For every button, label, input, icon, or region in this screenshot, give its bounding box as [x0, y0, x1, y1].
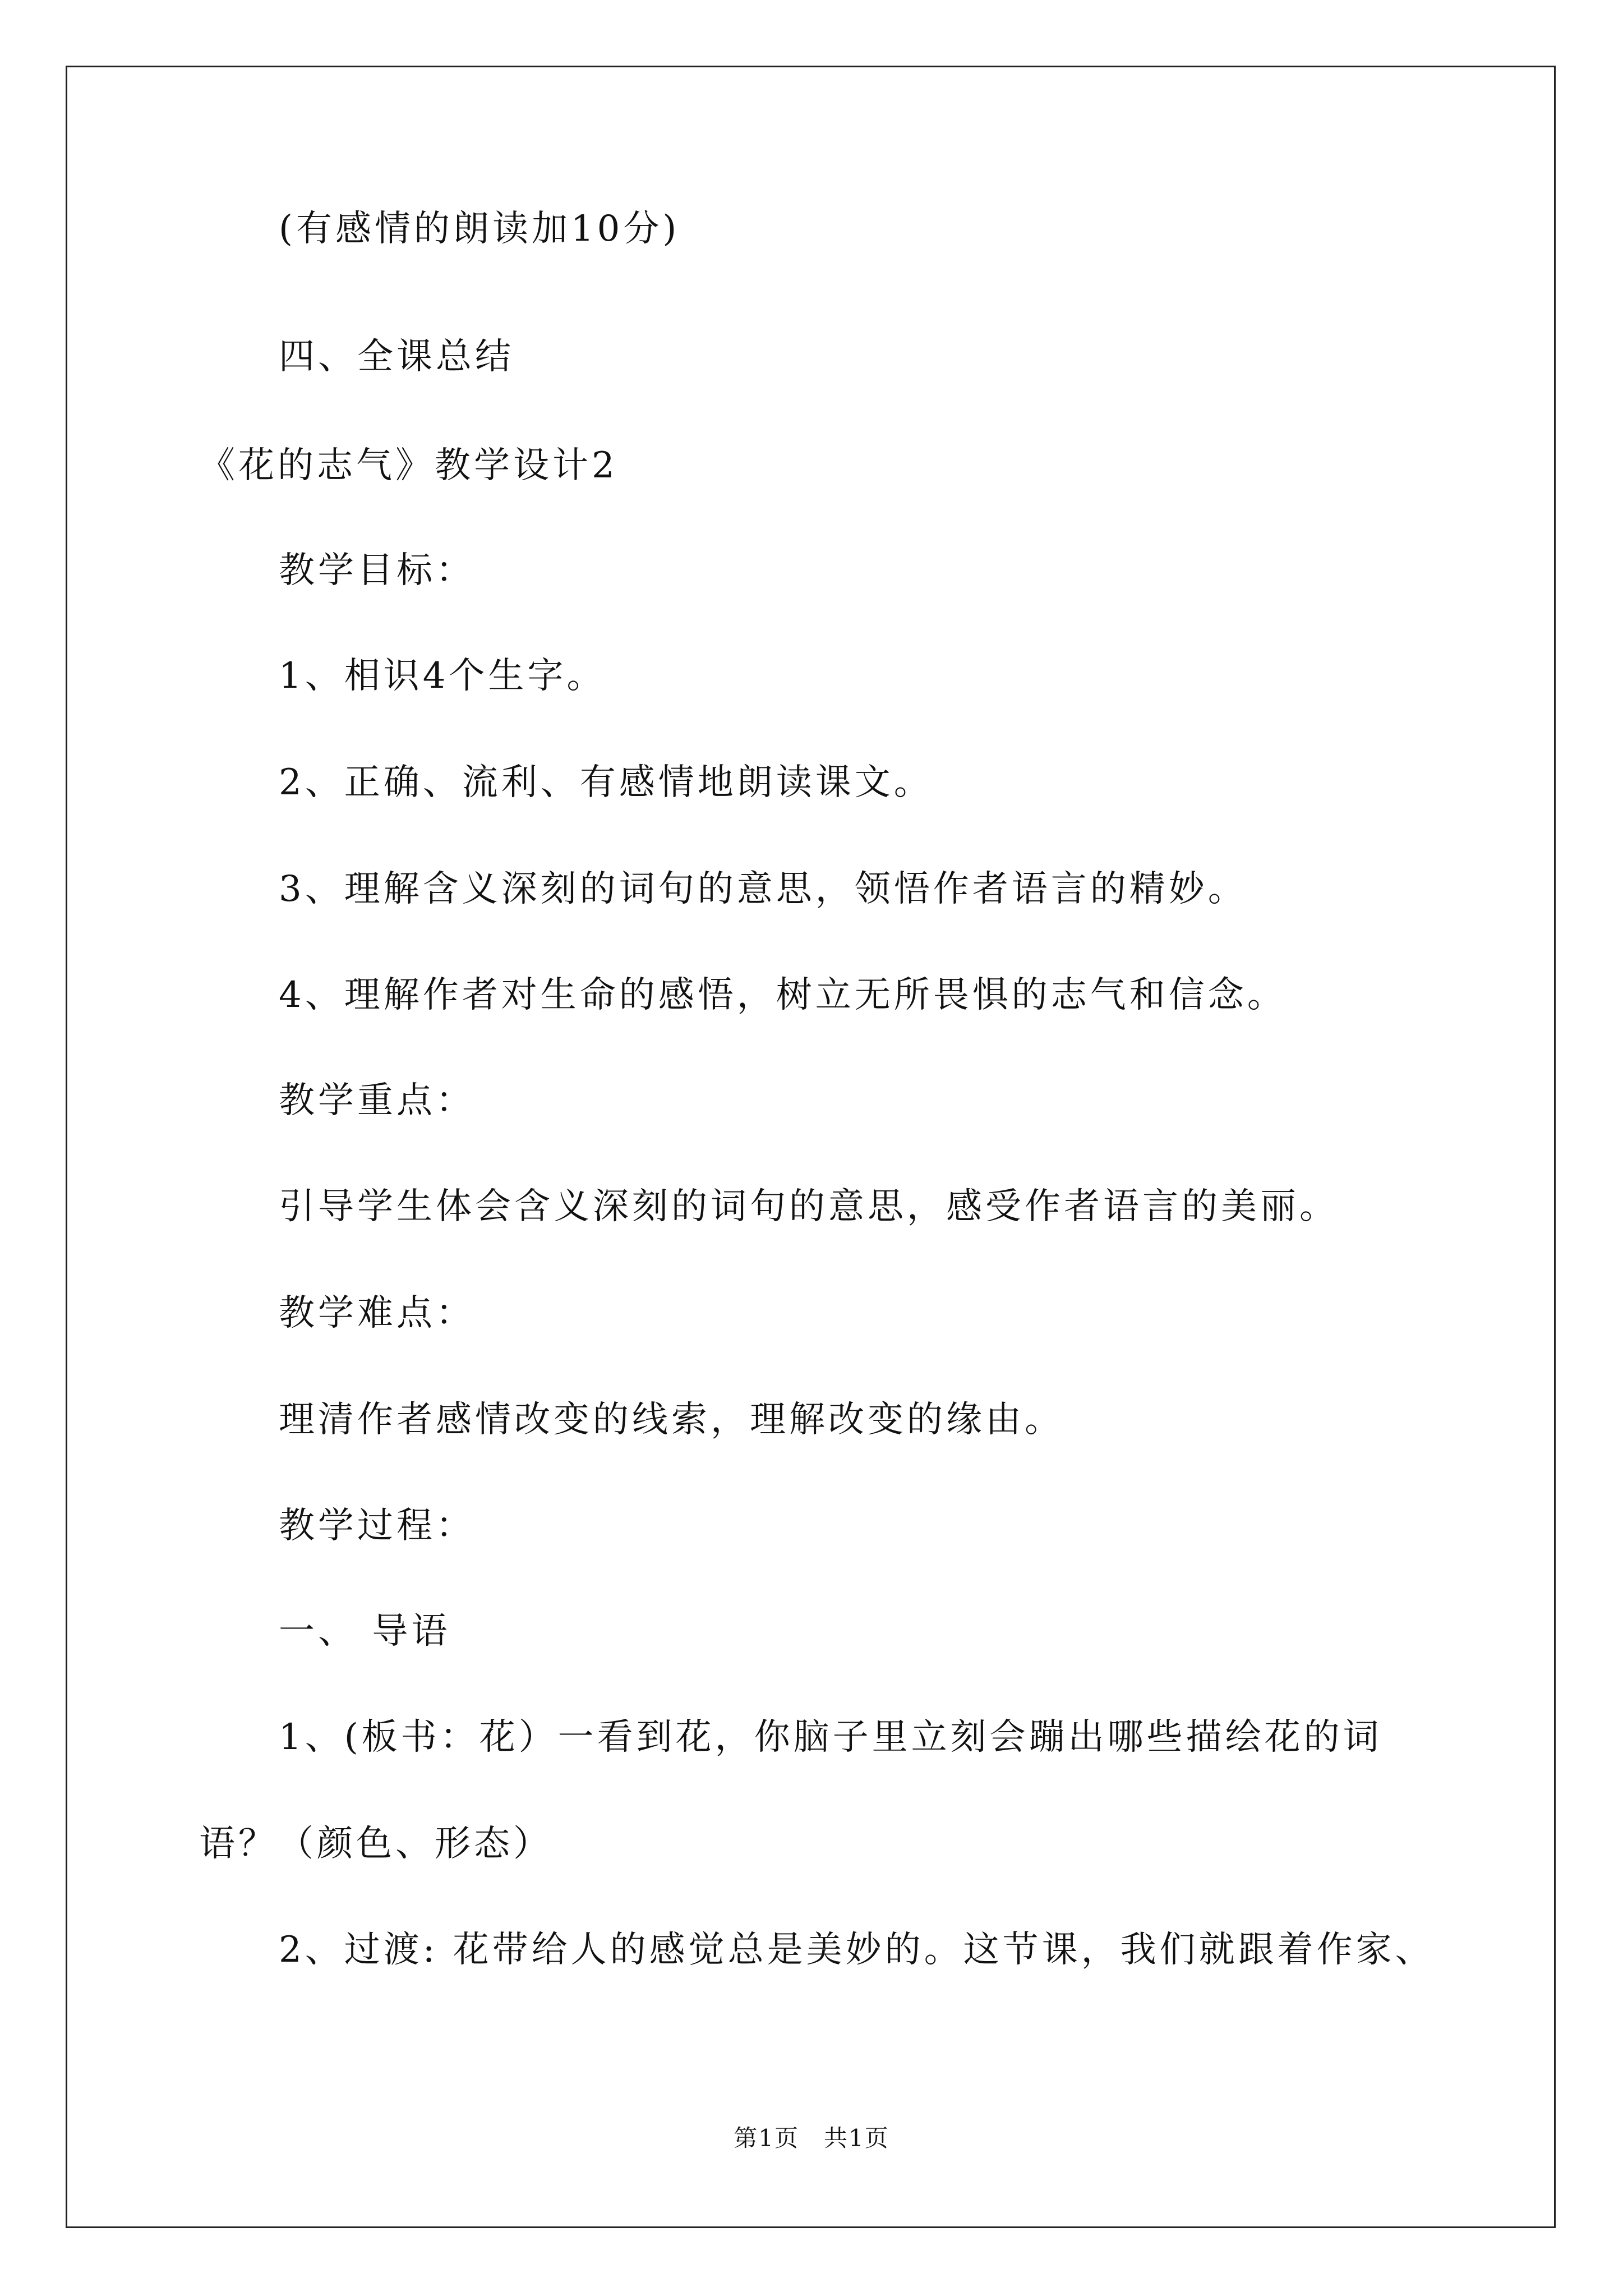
list-item: 3、理解含义深刻的词句的意思，领悟作者语言的精妙。 — [279, 868, 1247, 910]
list-item: 1、相识4个生字。 — [279, 655, 606, 697]
paragraph: 1、(板书：花）一看到花，你脑子里立刻会蹦出哪些描绘花的词 — [279, 1717, 1382, 1758]
section-heading: 四、全课总结 — [279, 336, 514, 378]
page-footer: 第1页 共1页 — [734, 2124, 889, 2152]
list-item: 4、理解作者对生命的感悟，树立无所畏惧的志气和信念。 — [279, 974, 1287, 1016]
section-heading: 一、 导语 — [279, 1611, 451, 1652]
list-item: 2、正确、流利、有感情地朗读课文。 — [279, 762, 933, 803]
paragraph-continuation: 语？（颜色、形态） — [199, 1823, 552, 1865]
document-title: 《花的志气》教学设计2 — [199, 445, 618, 486]
paragraph: 2、过渡: 花带给人的感觉总是美妙的。这节课，我们就跟着作家、 — [279, 1929, 1435, 1971]
section-heading: 教学重点： — [279, 1080, 475, 1121]
paragraph: 引导学生体会含义深刻的词句的意思，感受作者语言的美丽。 — [279, 1186, 1339, 1227]
section-heading: 教学过程： — [279, 1505, 475, 1547]
paragraph: 理清作者感情改变的线索，理解改变的缘由。 — [279, 1399, 1064, 1441]
section-heading: 教学目标： — [279, 550, 475, 591]
page-border — [66, 66, 1556, 2228]
section-heading: 教学难点： — [279, 1292, 475, 1334]
paragraph: (有感情的朗读加10分) — [279, 208, 680, 250]
